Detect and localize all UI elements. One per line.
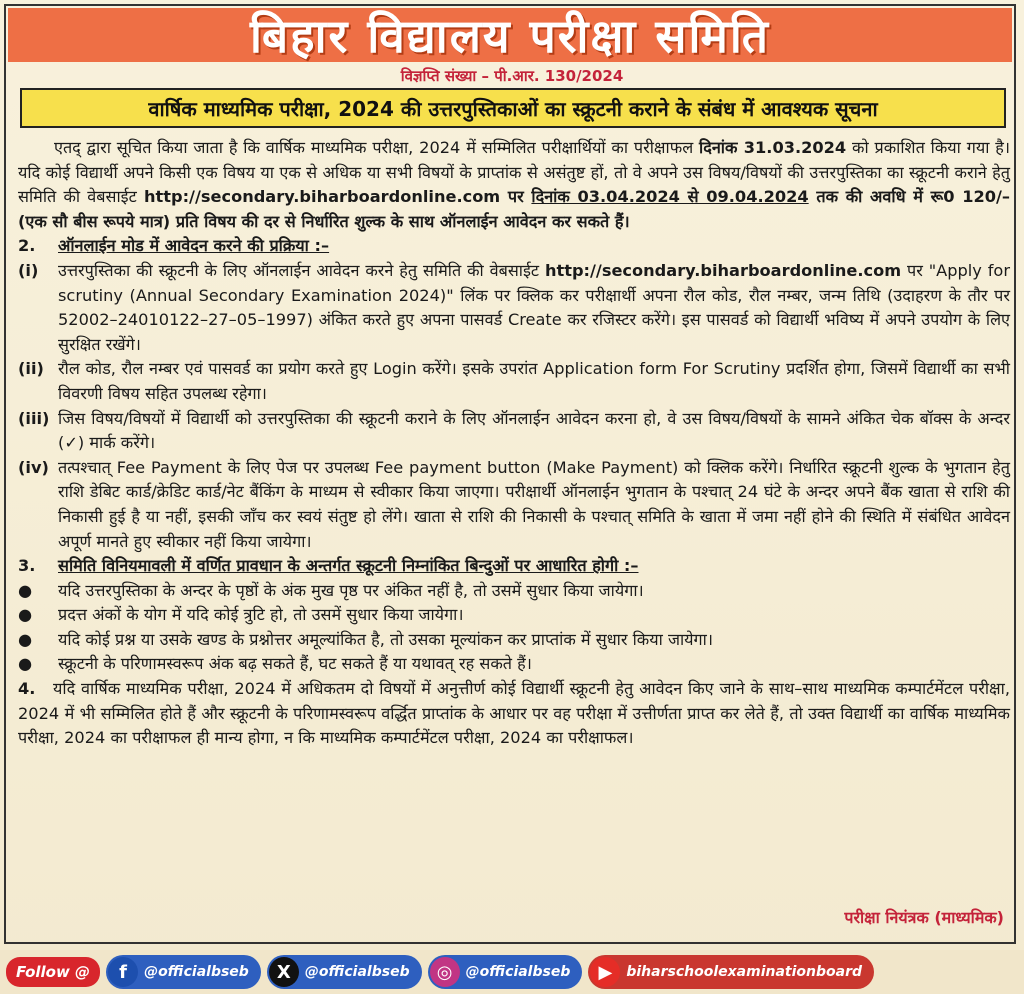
section-number: 2. [18,236,36,256]
bullet-icon: ● [18,580,33,600]
facebook-icon: f [108,957,138,987]
step-label: (iv) [18,457,49,477]
website-link[interactable]: http://secondary.biharboardonline.com [143,187,501,207]
section3-heading [18,554,1010,579]
intro-paragraph [18,136,1010,234]
bullet-icon: ● [18,629,33,649]
notice-number: विज्ञप्ति संख्या – पी.आर. 130/2024 [400,67,624,85]
section-heading: ऑनलाईन मोड में आवेदन करने की प्रक्रिया :– [58,236,330,256]
signature: परीक्षा नियंत्रक (माध्यमिक) [844,908,1004,927]
intro-text-2: को प्रकाशित किया गया है। यदि कोई विद्यार्थी अपने किसी एक विषय या एक से अधिक या सभी विषयों के प्राप्तांक से असंतुष्ट हों, तो वे अपने उस विषय/विषयों की उत्तरपुस्तिका का स्क्रूटनी कराने हेतु समिति की वेबसाईट [18,138,1010,207]
x-handle: @officialbseb [304,964,410,980]
youtube-link[interactable] [588,955,874,989]
bullet-text: प्रदत्त अंकों के योग में यदि कोई त्रुटि हो, तो उसमें सुधार किया जायेगा। [58,605,464,625]
intro-text-1: एतद् द्वारा सूचित किया जाता है कि वार्षिक माध्यमिक परीक्षा, 2024 में सम्मिलित परीक्षार्थियों का परीक्षाफल [54,138,700,157]
step-text-part: उत्तरपुस्तिका की स्क्रूटनी के लिए ऑनलाईन आवेदन करने हेतु समिति की वेबसाईट [58,260,545,280]
step-text [58,259,1010,357]
intro-text-3: पर [500,187,532,207]
step-label: (ii) [18,359,44,379]
x-link[interactable] [267,955,422,989]
subject-box: वार्षिक माध्यमिक परीक्षा, 2024 की उत्तरपुस्तिकाओं का स्क्रूटनी कराने के संबंध में आवश्यक सूचना [20,88,1006,128]
bullet-text: यदि कोई प्रश्न या उसके खण्ड के प्रश्नोत्तर अमूल्यांकित है, तो उसका मूल्यांकन कर प्राप्तांक में सुधार किया जायेगा। [58,629,714,649]
section-number: 3. [18,556,36,576]
bullet-icon: ● [18,605,33,625]
bullet-icon: ● [18,654,33,674]
intro-text-4: तक की अवधि में रू0 120/– (एक सौ बीस रूपये मात्र) प्रति विषय की दर से निर्धारित शुल्क के साथ ऑनलाईन आवेदन कर सकते हैं। [18,187,1010,231]
bullet-item [18,603,1010,628]
bullet-text: यदि उत्तरपुस्तिका के अन्दर के पृष्ठों के अंक मुख पृष्ठ पर अंकित नहीं है, तो उसमें सुधार किया जायेगा। [58,580,644,600]
step-text: जिस विषय/विषयों में विद्यार्थी को उत्तरपुस्तिका की स्क्रूटनी कराने के लिए ऑनलाईन आवेदन करना हो, वे उस विषय/विषयों के सामने अंकित चेक बॉक्स के अन्दर (✓) मार्क करेंगे। [58,408,1010,453]
step-text-part: पर "Apply for scrutiny (Annual Secondary Examination 2024)" लिंक पर क्लिक कर परीक्षार्थी अपना रौल कोड, रौल नम्बर, जन्म तिथि (उदाहरण के तौर पर 52002–24010122–27–05–1997) अंकित करते हुए अपना पासवर्ड Create कर रजिस्टर करेंगे। इस पासवर्ड को विद्यार्थी भविष्य में अपने उपयोग के लिए सुरक्षित रखेंगे। [58,260,1010,354]
header-banner [8,8,1012,62]
bullet-item [18,628,1010,653]
youtube-icon: ▶ [590,957,620,987]
step-text: रौल कोड, रौल नम्बर एवं पासवर्ड का प्रयोग करते हुए Login करेंगे। इसके उपरांत Application form For Scrutiny प्रदर्शित होगा, जिसमें विद्यार्थी का सभी विवरणी विषय सहित उपलब्ध रहेगा। [58,359,1010,403]
facebook-link[interactable] [106,955,261,989]
board-title: बिहार विद्यालय परीक्षा समिति [249,9,771,63]
instagram-icon: ◎ [430,957,460,987]
step-item [18,259,1010,357]
social-footer [0,950,1024,994]
section2-heading [18,234,1010,259]
step-text: तत्पश्चात् Fee Payment के लिए पेज पर उपलब्ध Fee payment button (Make Payment) को क्लिक करेंगे। निर्धारित स्क्रूटनी शुल्क के भुगतान हेतु राशि डेबिट कार्ड/क्रेडिट कार्ड/नेट बैंकिंग के माध्यम से स्वीकार किया जाएगा। परीक्षार्थी ऑनलाईन भुगतान के पश्चात् 24 घंटे के अन्दर अपने बैंक खाता से राशि की निकासी हुई है या नहीं, इसकी जाँच कर स्वयं संतुष्ट हो लेंगे। खाता से राशि की निकासी के पश्चात् समिति के खाता में जमा नहीं होने की स्थिति में संबंधित आवेदन अपूर्ण मानते हुए स्वीकार नहीं किया जायेगा। [58,457,1010,551]
instagram-handle: @officialbseb [465,964,571,980]
x-icon: X [269,957,299,987]
section-heading: समिति विनियमावली में वर्णित प्रावधान के अन्तर्गत स्क्रूटनी निम्नांकित बिन्दुओं पर आधारित होगी :– [58,556,639,576]
notice-body [18,136,1010,751]
step-label: (iii) [18,408,50,428]
application-dates: दिनांक 03.04.2024 से 09.04.2024 [531,187,809,207]
facebook-handle: @officialbseb [144,964,249,980]
follow-label: Follow @ [6,957,100,987]
result-date: दिनांक 31.03.2024 [699,138,847,157]
step-label: (i) [18,260,39,280]
section-number: 4. [18,679,36,699]
bullet-item [18,652,1010,677]
step-item [18,357,1010,406]
youtube-handle: biharschoolexaminationboard [626,964,862,980]
section4-paragraph [18,677,1010,751]
bullet-item [18,579,1010,604]
step-item [18,456,1010,554]
instagram-link[interactable] [428,955,583,989]
bullet-text: स्क्रूटनी के परिणामस्वरूप अंक बढ़ सकते हैं, घट सकते हैं या यथावत् रह सकते हैं। [58,654,532,674]
step-item [18,407,1010,456]
section4-text: यदि वार्षिक माध्यमिक परीक्षा, 2024 में अधिकतम दो विषयों में अनुत्तीर्ण कोई विद्यार्थी स्क्रूटनी हेतु आवेदन किए जाने के साथ–साथ माध्यमिक कम्पार्टमेंटल परीक्षा, 2024 में भी सम्मिलित होते हैं और स्क्रूटनी के परिणामस्वरूप वर्द्धित प्राप्तांक के आधार पर वह परीक्षा में उत्तीर्णता प्राप्त कर लेते हैं, तो उक्त विद्यार्थी का वार्षिक माध्यमिक परीक्षा, 2024 का परीक्षाफल ही मान्य होगा, न कि माध्यमिक कम्पार्टमेंटल परीक्षा, 2024 का परीक्षाफल। [18,679,1010,748]
website-link[interactable]: http://secondary.biharboardonline.com [544,260,902,280]
